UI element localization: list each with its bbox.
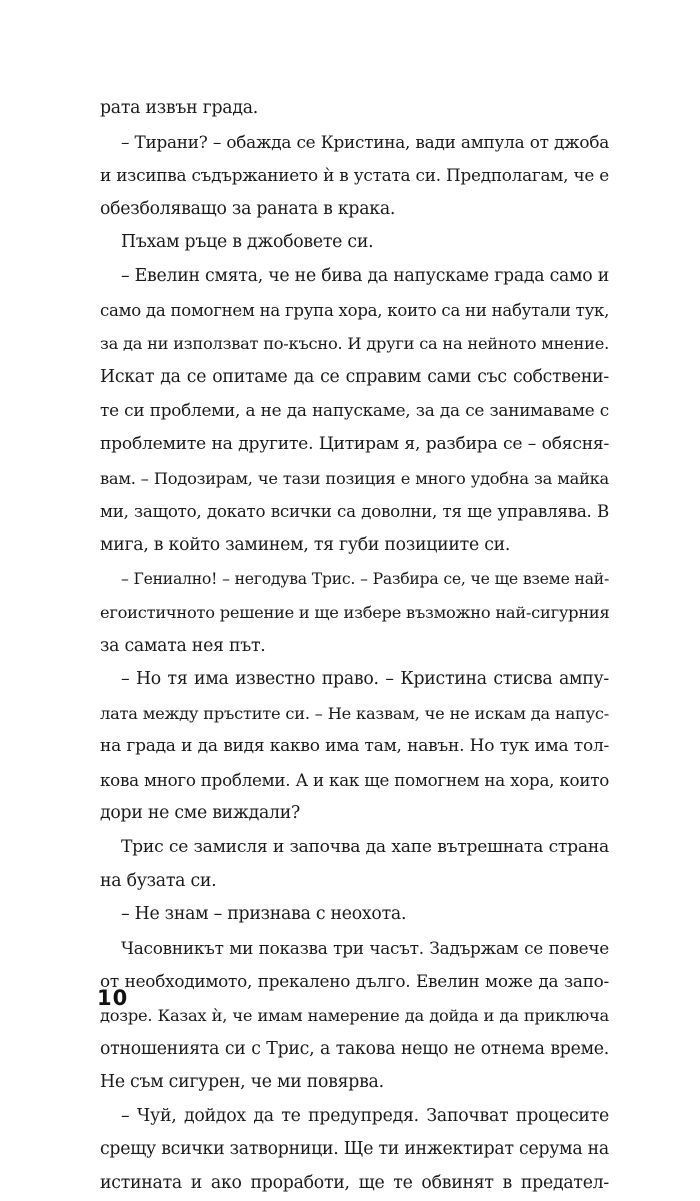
text-line: дозре. Казах ѝ, че имам намерение да дойда и да приключа — [100, 1006, 609, 1026]
text-line: за да ни използват по-късно. И други са на нейното мнение. — [100, 334, 609, 354]
text-line: Трис се замисля и започва да хапе вътрешната страна — [121, 837, 609, 858]
text-line: – Евелин смята, че не бива да напускаме града само и — [121, 265, 609, 286]
text-line: и изсипва съдържанието ѝ в устата си. Предполагам, че е — [100, 165, 609, 186]
text-line: отношенията си с Трис, а такова нещо не отнема време. — [100, 1038, 609, 1059]
text-line: – Чуй, дойдох да те предупредя. Започват процесите — [121, 1105, 609, 1126]
text-line: обезболяващо за раната в крака. — [100, 198, 396, 219]
text-line: – Но тя има известно право. – Кристина стисва ампу- — [121, 669, 609, 690]
text-line: на града и да видя какво има там, навън. Но тук има тол- — [100, 736, 609, 757]
text-line: те си проблеми, а не да напускаме, за да се занимаваме с — [100, 400, 609, 421]
text-line: на бузата си. — [100, 870, 217, 891]
text-line: мига, в който заминем, тя губи позициите си. — [100, 534, 511, 555]
book-page-text — [100, 92, 609, 1201]
text-line: дори не сме виждали? — [100, 803, 301, 824]
text-line: Не съм сигурен, че ми повярва. — [100, 1072, 384, 1093]
text-line: ми, защото, докато всички са доволни, тя ще управлява. В — [100, 501, 609, 522]
text-line: Пъхам ръце в джобовете си. — [121, 232, 374, 253]
text-line: – Не знам – признава с неохота. — [121, 904, 407, 925]
text-line: – Гениално! – негодува Трис. – Разбира се, че ще вземе най- — [121, 569, 609, 589]
text-line: – Тирани? – обажда се Кристина, вади ампула от джоба — [121, 131, 609, 152]
text-line: кова много проблеми. А и как ще помогнем на хора, които — [100, 769, 609, 790]
text-line: рата извън града. — [100, 98, 259, 118]
text-line: срещу всички затворници. Ще ти инжектират серума на — [100, 1139, 609, 1160]
text-line: егоистичното решение и ще избере възможно най-сигурния — [100, 602, 610, 622]
text-line: проблемите на другите. Цитирам я, разбира се – обясня- — [100, 433, 609, 454]
text-line: Часовникът ми показва три часът. Задържам се повече — [121, 937, 609, 958]
text-line: Искат да се опитаме да се справим сами със собствени- — [100, 366, 609, 387]
text-line: истината и ако проработи, ще те обвинят в предател- — [100, 1173, 609, 1193]
text-line: за самата нея път. — [100, 635, 266, 656]
text-line: само да помогнем на група хора, които са ни набутали тук, — [100, 300, 610, 320]
page-number: 10 — [97, 986, 129, 1010]
text-line: лата между пръстите си. – Не казвам, че не искам да напус- — [100, 703, 609, 723]
text-line: от необходимото, прекалено дълго. Евелин може да запо- — [100, 971, 609, 992]
text-line: вам. – Подозирам, че тази позиция е много удобна за майка — [100, 468, 609, 488]
